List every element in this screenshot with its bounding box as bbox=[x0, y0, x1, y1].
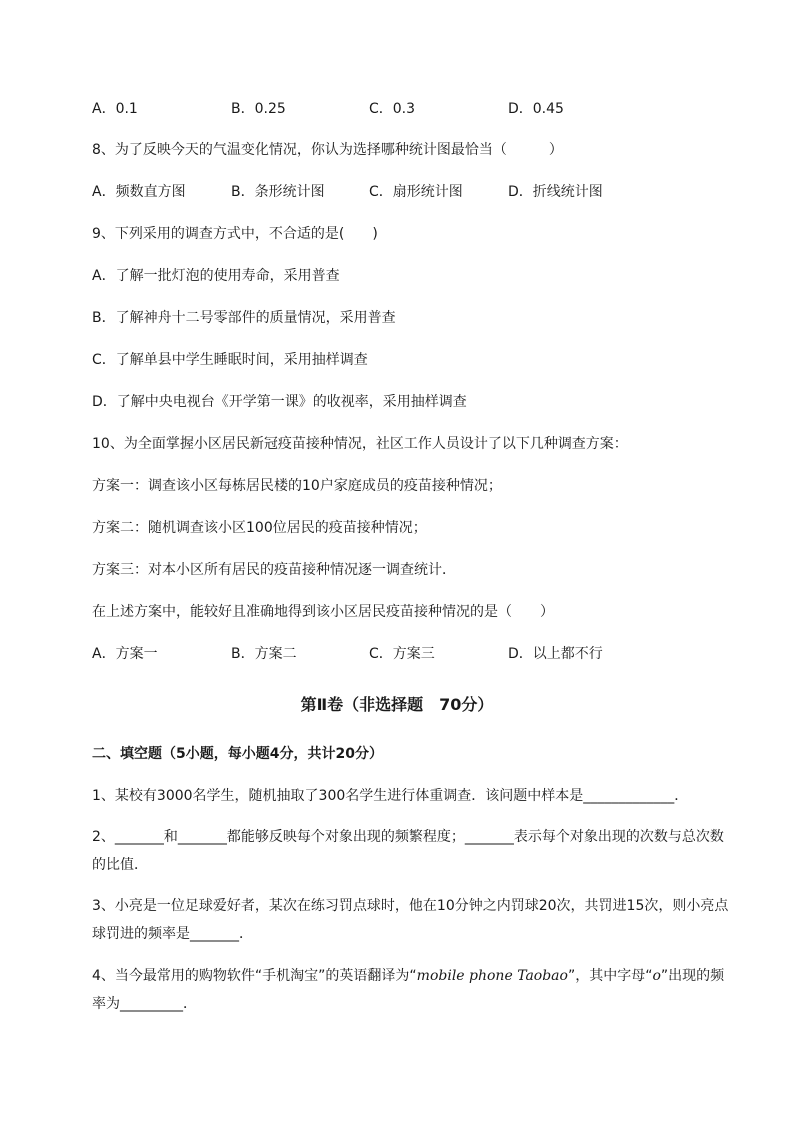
q10-plan-3: 方案三：对本小区所有居民的疫苗接种情况逐一调查统计． bbox=[92, 562, 456, 578]
q9-stem: 9、下列采用的调查方式中，不合适的是( ) bbox=[92, 226, 378, 242]
q8-stem: 8、为了反映今天的气温变化情况，你认为选择哪种统计图最恰当（ ） bbox=[92, 142, 563, 158]
fill-q4-english: mobile phone Taobao bbox=[416, 968, 568, 984]
q10-plan-1: 方案一：调查该小区每栋居民楼的10户家庭成员的疫苗接种情况； bbox=[92, 478, 502, 494]
fill-question-4 bbox=[92, 962, 734, 1018]
q9-option-b[interactable]: B．了解神舟十二号零部件的质量情况，采用普查 bbox=[92, 310, 396, 326]
fill-q4-text-post: ”出现的频率为_________． bbox=[92, 968, 725, 1012]
q10-option-a[interactable]: A．方案一 bbox=[92, 646, 158, 662]
fill-q4-text-pre: 4、当今最常用的购物软件“手机淘宝”的英语翻译为“ bbox=[92, 968, 417, 984]
q8-option-d[interactable]: D．折线统计图 bbox=[508, 184, 603, 200]
q7-options bbox=[92, 99, 742, 119]
fill-q4-text-mid: ”，其中字母“ bbox=[567, 968, 653, 984]
q8-option-c[interactable]: C．扇形统计图 bbox=[369, 184, 463, 200]
q10-option-c[interactable]: C．方案三 bbox=[369, 646, 435, 662]
fill-question-2: 2、_______和_______都能够反映每个对象出现的频繁程度；_______表示每个对象出现的次数与总次数的比值． bbox=[92, 829, 724, 873]
q8-options bbox=[92, 182, 742, 202]
q9-option-a[interactable]: A．了解一批灯泡的使用寿命，采用普查 bbox=[92, 268, 340, 284]
q8-option-b[interactable]: B．条形统计图 bbox=[231, 184, 325, 200]
q10-plan-2: 方案二：随机调查该小区100位居民的疫苗接种情况； bbox=[92, 520, 427, 536]
q7-option-a[interactable]: A．0.1 bbox=[92, 101, 138, 117]
part-two-title: 第Ⅱ卷（非选择题 70分） bbox=[300, 695, 494, 714]
fill-section-heading: 二、填空题（5小题，每小题4分，共计20分） bbox=[92, 746, 383, 762]
q8-option-a[interactable]: A．频数直方图 bbox=[92, 184, 186, 200]
q9-option-d[interactable]: D．了解中央电视台《开学第一课》的收视率，采用抽样调查 bbox=[92, 394, 467, 410]
q10-option-d[interactable]: D．以上都不行 bbox=[508, 646, 603, 662]
q10-stem: 10、为全面掌握小区居民新冠疫苗接种情况，社区工作人员设计了以下几种调查方案： bbox=[92, 436, 628, 452]
q7-option-b[interactable]: B．0.25 bbox=[231, 101, 286, 117]
q7-option-d[interactable]: D．0.45 bbox=[508, 101, 564, 117]
q10-options bbox=[92, 644, 742, 664]
q10-question: 在上述方案中，能较好且准确地得到该小区居民疫苗接种情况的是（ ） bbox=[92, 604, 554, 620]
fill-question-1: 1、某校有3000名学生，随机抽取了300名学生进行体重调查．该问题中样本是_____________． bbox=[92, 788, 689, 804]
fill-question-3: 3、小亮是一位足球爱好者，某次在练习罚点球时，他在10分钟之内罚球20次，共罚进15次，则小亮点球罚进的频率是_______． bbox=[92, 898, 729, 942]
fill-q4-letter: o bbox=[652, 968, 661, 984]
q9-option-c[interactable]: C．了解单县中学生睡眠时间，采用抽样调查 bbox=[92, 352, 368, 368]
q10-option-b[interactable]: B．方案二 bbox=[231, 646, 297, 662]
q7-option-c[interactable]: C．0.3 bbox=[369, 101, 416, 117]
